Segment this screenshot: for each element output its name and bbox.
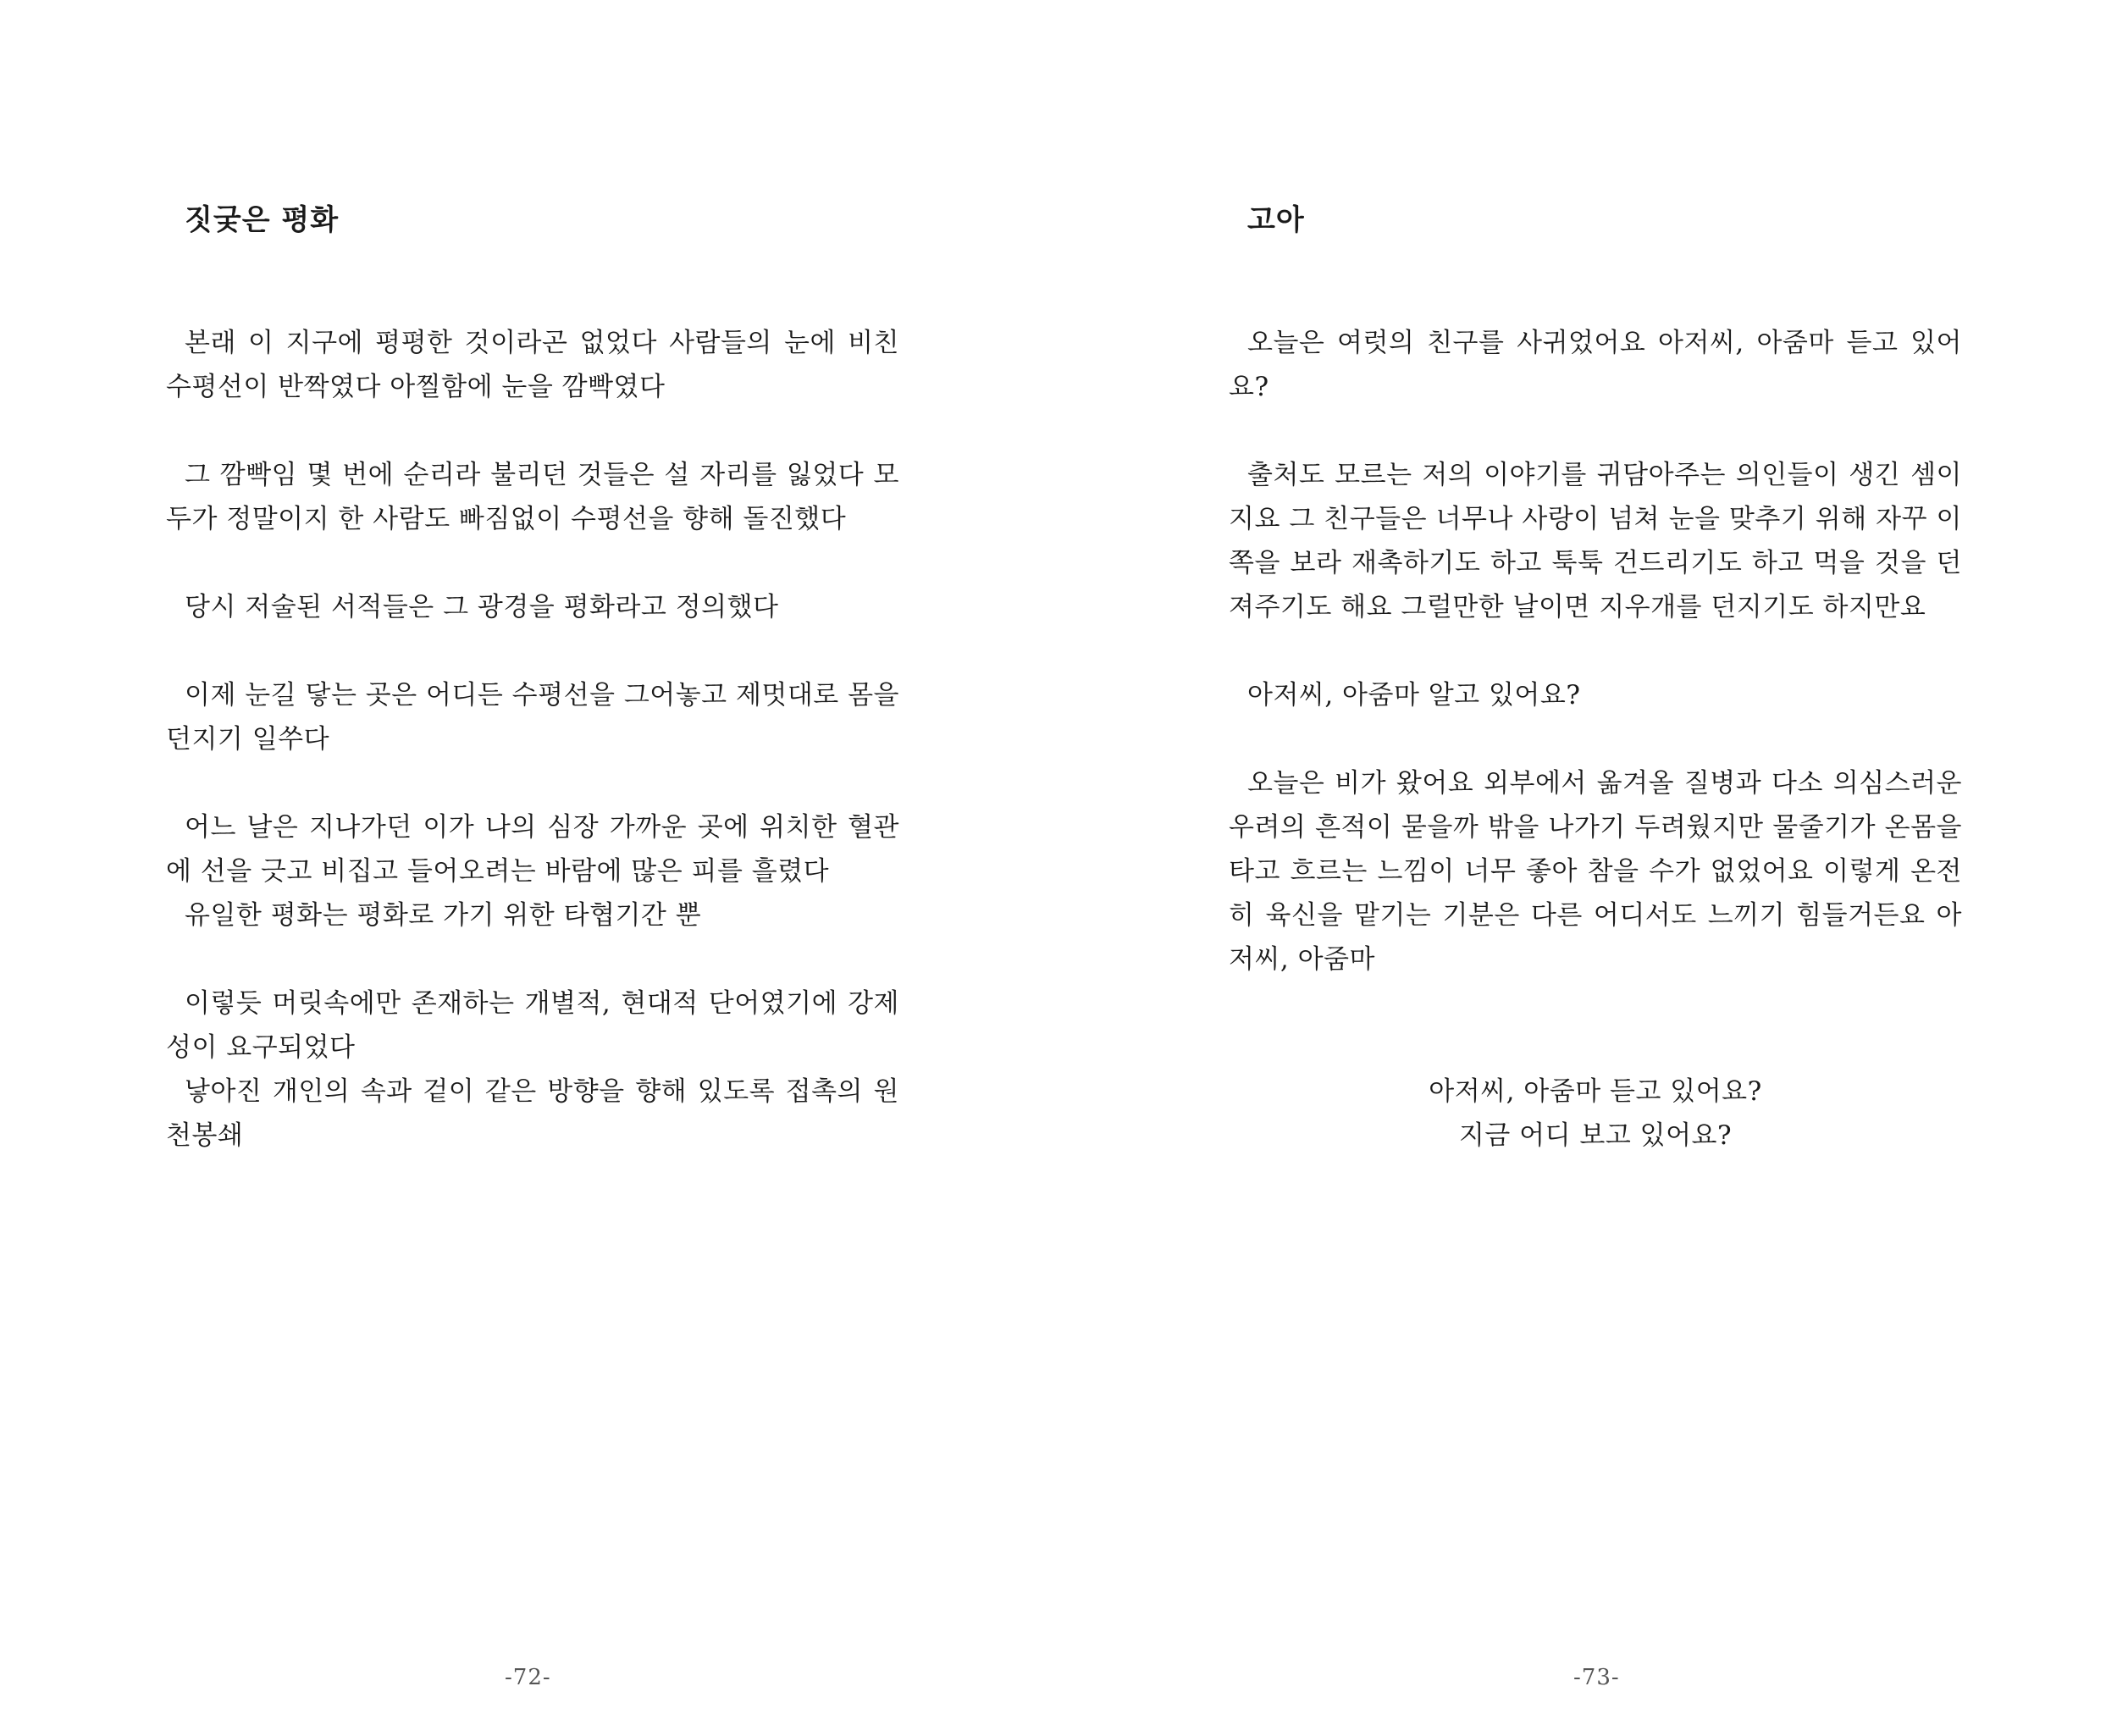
- poem-paragraph: 그 깜빡임 몇 번에 순리라 불리던 것들은 설 자리를 잃었다 모두가 정말이지 한 사람도 빠짐없이 수평선을 향해 돌진했다: [166, 460, 899, 534]
- poem-paragraph: 오늘은 여럿의 친구를 사귀었어요 아저씨, 아줌마 듣고 있어요?: [1229, 328, 1962, 402]
- poem-title: 짓궂은 평화: [185, 203, 340, 237]
- right-page: [1058, 0, 2117, 1736]
- poem-paragraph: 당시 저술된 서적들은 그 광경을 평화라고 정의했다: [185, 592, 779, 622]
- poem-paragraph: 이제 눈길 닿는 곳은 어디든 수평선을 그어놓고 제멋대로 몸을 던지기 일쑤다: [166, 680, 899, 755]
- poem-centered-line: 아저씨, 아줌마 듣고 있어요?: [1429, 1076, 1762, 1107]
- poem-paragraph: 이렇듯 머릿속에만 존재하는 개별적, 현대적 단어였기에 강제성이 요구되었다: [166, 988, 899, 1063]
- page-number: -72-: [505, 1665, 551, 1690]
- page-number: -73-: [1573, 1665, 1620, 1690]
- poem-title: 고아: [1247, 203, 1305, 237]
- poem-centered-line: 지금 어디 보고 있어요?: [1458, 1120, 1733, 1151]
- poem-paragraph: 아저씨, 아줌마 알고 있어요?: [1247, 680, 1581, 710]
- poem-body: [166, 321, 899, 1158]
- poem-paragraph: 본래 이 지구에 평평한 것이라곤 없었다 사람들의 눈에 비친 수평선이 반짝였다 아찔함에 눈을 깜빡였다: [166, 328, 899, 402]
- poem-body: [1229, 321, 1962, 1158]
- poem-paragraph: 낳아진 개인의 속과 겉이 같은 방향을 향해 있도록 접촉의 원천봉쇄: [166, 1076, 899, 1151]
- poem-paragraph: 유일한 평화는 평화로 가기 위한 타협기간 뿐: [185, 900, 702, 931]
- poem-paragraph: 오늘은 비가 왔어요 외부에서 옮겨올 질병과 다소 의심스러운 우려의 흔적이 묻을까 밖을 나가기 두려웠지만 물줄기가 온몸을 타고 흐르는 느낌이 너무 좋아 참을 수가 없었어요 이렇게 온전히 육신을 맡기는 기분은 다른 어디서도 느끼기 힘들거든요 아저씨, 아줌마: [1229, 768, 1962, 975]
- poem-paragraph: 출처도 모르는 저의 이야기를 귀담아주는 의인들이 생긴 셈이지요 그 친구들은 너무나 사랑이 넘쳐 눈을 맞추기 위해 자꾸 이쪽을 보라 재촉하기도 하고 툭툭 건드리기도 하고 먹을 것을 던져주기도 해요 그럴만한 날이면 지우개를 던지기도 하지만요: [1229, 460, 1962, 622]
- left-page: [0, 0, 1058, 1736]
- poem-paragraph: 어느 날은 지나가던 이가 나의 심장 가까운 곳에 위치한 혈관에 선을 긋고 비집고 들어오려는 바람에 많은 피를 흘렸다: [166, 812, 899, 887]
